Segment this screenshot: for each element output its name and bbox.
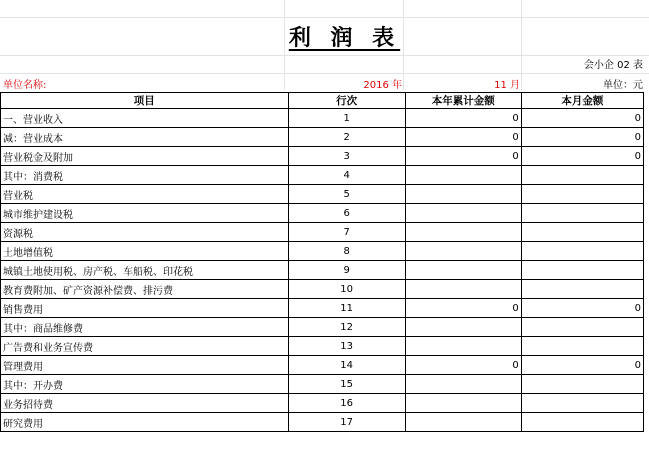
table-row [1, 109, 644, 128]
month-amount-cell[interactable] [521, 166, 643, 185]
currency-unit-label[interactable]: 单位：元 [603, 80, 643, 91]
ytd-cell[interactable]: 0 [405, 109, 521, 128]
year-cell[interactable]: 2016 年 [363, 80, 402, 91]
ytd-cell[interactable] [405, 394, 521, 413]
form-number[interactable]: 会小企 02 表 [583, 60, 643, 71]
month-amount-cell[interactable] [521, 413, 643, 432]
ytd-cell[interactable] [405, 318, 521, 337]
line-cell[interactable]: 8 [288, 242, 405, 261]
item-cell[interactable]: 其中：消费税 [1, 166, 289, 185]
table-row [1, 356, 644, 375]
item-cell[interactable]: 广告费和业务宣传费 [1, 337, 289, 356]
line-cell[interactable]: 10 [288, 280, 405, 299]
line-cell[interactable]: 11 [288, 299, 405, 318]
month-amount-cell[interactable] [521, 280, 643, 299]
month-amount-cell[interactable] [521, 375, 643, 394]
line-cell[interactable]: 7 [288, 223, 405, 242]
unit-name-label[interactable]: 单位名称: [3, 80, 47, 91]
table-row [1, 318, 644, 337]
ytd-cell[interactable] [405, 280, 521, 299]
header-item[interactable]: 项目 [1, 93, 289, 109]
table-row [1, 166, 644, 185]
item-cell[interactable]: 城市维护建设税 [1, 204, 289, 223]
item-cell[interactable]: 其中：商品维修费 [1, 318, 289, 337]
table-row [1, 375, 644, 394]
item-cell[interactable]: 土地增值税 [1, 242, 289, 261]
table-row [1, 147, 644, 166]
ytd-cell[interactable]: 0 [405, 299, 521, 318]
header-ytd-amount[interactable]: 本年累计金额 [405, 93, 521, 109]
month-amount-cell[interactable] [521, 185, 643, 204]
month-amount-cell[interactable] [521, 242, 643, 261]
table-row [1, 242, 644, 261]
line-cell[interactable]: 16 [288, 394, 405, 413]
month-amount-cell[interactable]: 0 [521, 147, 643, 166]
item-cell[interactable]: 营业税 [1, 185, 289, 204]
line-cell[interactable]: 2 [288, 128, 405, 147]
item-cell[interactable]: 其中：开办费 [1, 375, 289, 394]
ytd-cell[interactable]: 0 [405, 147, 521, 166]
item-cell[interactable]: 营业税金及附加 [1, 147, 289, 166]
month-amount-cell[interactable]: 0 [521, 299, 643, 318]
month-amount-cell[interactable] [521, 204, 643, 223]
line-cell[interactable]: 3 [288, 147, 405, 166]
header-line-no[interactable]: 行次 [288, 93, 405, 109]
ytd-cell[interactable] [405, 223, 521, 242]
line-cell[interactable]: 17 [288, 413, 405, 432]
month-amount-cell[interactable] [521, 318, 643, 337]
line-cell[interactable]: 5 [288, 185, 405, 204]
month-amount-cell[interactable] [521, 337, 643, 356]
ytd-cell[interactable]: 0 [405, 128, 521, 147]
month-amount-cell[interactable] [521, 394, 643, 413]
ytd-cell[interactable] [405, 261, 521, 280]
item-cell[interactable]: 减：营业成本 [1, 128, 289, 147]
table-row [1, 337, 644, 356]
line-cell[interactable]: 1 [288, 109, 405, 128]
ytd-cell[interactable]: 0 [405, 356, 521, 375]
month-amount-cell[interactable] [521, 261, 643, 280]
line-cell[interactable]: 4 [288, 166, 405, 185]
table-row [1, 280, 644, 299]
table-row [1, 204, 644, 223]
ytd-cell[interactable] [405, 185, 521, 204]
ytd-cell[interactable] [405, 204, 521, 223]
table-row [1, 185, 644, 204]
line-cell[interactable]: 15 [288, 375, 405, 394]
month-cell[interactable]: 11 月 [494, 80, 520, 91]
item-cell[interactable]: 城镇土地使用税、房产税、车船税、印花税 [1, 261, 289, 280]
ytd-cell[interactable] [405, 375, 521, 394]
ytd-cell[interactable] [405, 337, 521, 356]
ytd-cell[interactable] [405, 242, 521, 261]
table-row [1, 261, 644, 280]
title-row [0, 17, 649, 55]
table-row [1, 299, 644, 318]
month-amount-cell[interactable]: 0 [521, 109, 643, 128]
month-amount-cell[interactable]: 0 [521, 128, 643, 147]
item-cell[interactable]: 资源税 [1, 223, 289, 242]
line-cell[interactable]: 12 [288, 318, 405, 337]
line-cell[interactable]: 14 [288, 356, 405, 375]
item-cell[interactable]: 研究费用 [1, 413, 289, 432]
month-amount-cell[interactable] [521, 223, 643, 242]
item-cell[interactable]: 销售费用 [1, 299, 289, 318]
item-cell[interactable]: 一、营业收入 [1, 109, 289, 128]
item-cell[interactable]: 教育费附加、矿产资源补偿费、排污费 [1, 280, 289, 299]
item-cell[interactable]: 管理费用 [1, 356, 289, 375]
report-title[interactable]: 利 润 表 [288, 25, 401, 51]
table-row [1, 223, 644, 242]
table-header-row [1, 93, 644, 109]
unit-row [0, 73, 649, 90]
table-row [1, 394, 644, 413]
income-statement-table [0, 92, 644, 432]
ytd-cell[interactable] [405, 166, 521, 185]
line-cell[interactable]: 6 [288, 204, 405, 223]
gridline [0, 55, 649, 56]
header-month-amount[interactable]: 本月金额 [521, 93, 643, 109]
table-row [1, 413, 644, 432]
line-cell[interactable]: 9 [288, 261, 405, 280]
table-row [1, 128, 644, 147]
ytd-cell[interactable] [405, 413, 521, 432]
line-cell[interactable]: 13 [288, 337, 405, 356]
item-cell[interactable]: 业务招待费 [1, 394, 289, 413]
month-amount-cell[interactable]: 0 [521, 356, 643, 375]
